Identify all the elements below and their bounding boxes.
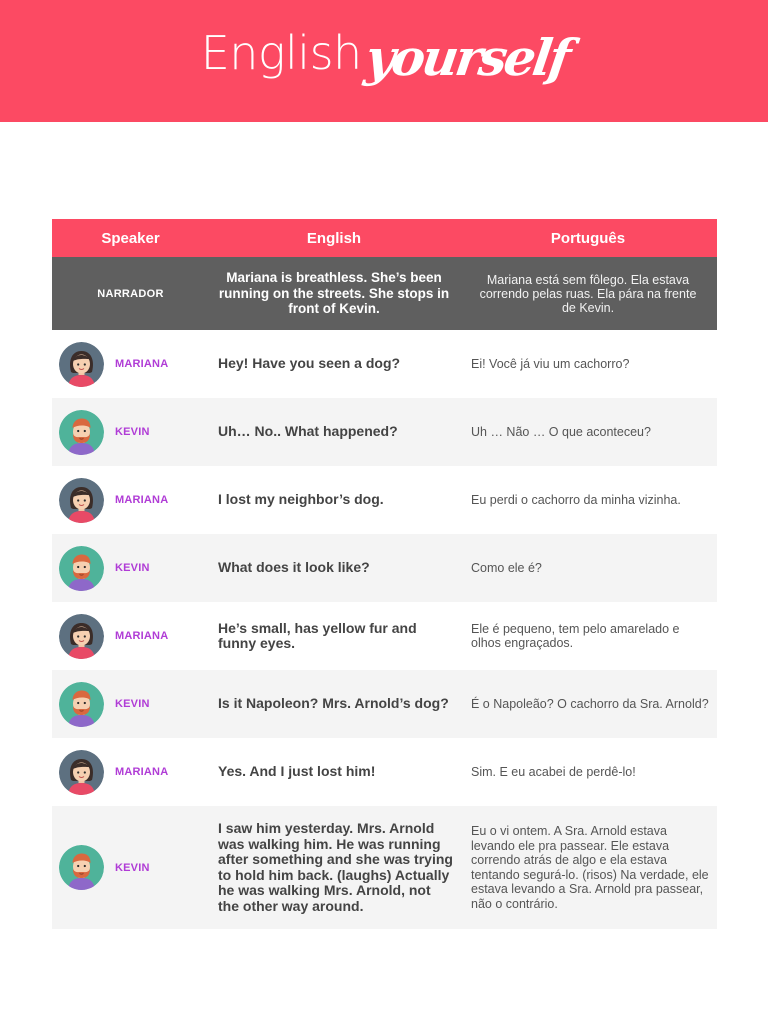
english-line: Is it Napoleon? Mrs. Arnold’s dog? xyxy=(218,695,449,712)
table-header xyxy=(52,219,717,257)
dialogue-table xyxy=(52,219,717,929)
portuguese-line: Uh … Não … O que aconteceu? xyxy=(471,424,651,439)
narrator-row xyxy=(52,257,717,330)
narrator-label: NARRADOR xyxy=(97,287,164,300)
table-row xyxy=(52,602,717,670)
portuguese-line: Ele é pequeno, tem pelo amarelado e olhos engraçados. xyxy=(471,621,680,650)
header-speaker: Speaker xyxy=(101,229,160,247)
woman-avatar-icon xyxy=(59,614,104,659)
table-row xyxy=(52,738,717,806)
table-row xyxy=(52,670,717,738)
speaker-name: KEVIN xyxy=(115,861,150,874)
english-line: I saw him yesterday. Mrs. Arnold was walking him. He was running after something and she was trying to hold him back. (laughs) Actually he was walking Mrs. Arnold, not the other way around. xyxy=(218,820,453,914)
page-header xyxy=(0,0,768,122)
portuguese-line: Eu o vi ontem. A Sra. Arnold estava levando ele pra passear. Ele estava correndo atrás de algo e ela estava tentando segurá-lo. (risos) Na verdade, ele estava levando a Sra. Arnold pra passear, não o contrário. xyxy=(471,824,709,911)
english-line: Yes. And I just lost him! xyxy=(218,763,376,780)
portuguese-line: Ei! Você já viu um cachorro? xyxy=(471,356,630,371)
man-avatar-icon xyxy=(59,546,104,591)
man-avatar-icon xyxy=(59,410,104,455)
portuguese-line: Como ele é? xyxy=(471,560,542,575)
english-line: Uh… No.. What happened? xyxy=(218,423,398,440)
speaker-name: KEVIN xyxy=(115,562,150,574)
portuguese-line: É o Napoleão? O cachorro da Sra. Arnold? xyxy=(471,696,709,711)
man-avatar-icon xyxy=(59,845,104,890)
table-row xyxy=(52,398,717,466)
speaker-name: KEVIN xyxy=(115,698,150,710)
header-english: English xyxy=(306,229,362,247)
woman-avatar-icon xyxy=(59,342,104,387)
speaker-name: MARIANA xyxy=(115,358,169,370)
english-line: I lost my neighbor’s dog. xyxy=(218,491,384,508)
table-row xyxy=(52,466,717,534)
header-portuguese: Português xyxy=(550,229,626,247)
table-row xyxy=(52,806,717,929)
brand-logo xyxy=(0,26,768,90)
speaker-name: MARIANA xyxy=(115,630,169,642)
table-row xyxy=(52,534,717,602)
english-line: What does it look like? xyxy=(218,559,370,576)
speaker-name: MARIANA xyxy=(115,766,169,778)
english-line: He’s small, has yellow fur and funny eyes. xyxy=(218,619,417,651)
speaker-name: MARIANA xyxy=(115,494,169,506)
man-avatar-icon xyxy=(59,682,104,727)
narrator-english: Mariana is breathless. She’s been running on the streets. She stops in front of Kevin. xyxy=(218,270,450,317)
portuguese-line: Eu perdi o cachorro da minha vizinha. xyxy=(471,492,681,507)
brand-main-text: English xyxy=(200,26,362,80)
narrator-portuguese: Mariana está sem fôlego. Ela estava correndo pelas ruas. Ela pára na frente de Kevin. xyxy=(479,272,697,315)
table-row xyxy=(52,330,717,398)
speaker-name: KEVIN xyxy=(115,426,150,438)
brand-script-text: yourself xyxy=(361,28,572,87)
portuguese-line: Sim. E eu acabei de perdê-lo! xyxy=(471,764,636,779)
english-line: Hey! Have you seen a dog? xyxy=(218,355,401,372)
woman-avatar-icon xyxy=(59,478,104,523)
woman-avatar-icon xyxy=(59,750,104,795)
